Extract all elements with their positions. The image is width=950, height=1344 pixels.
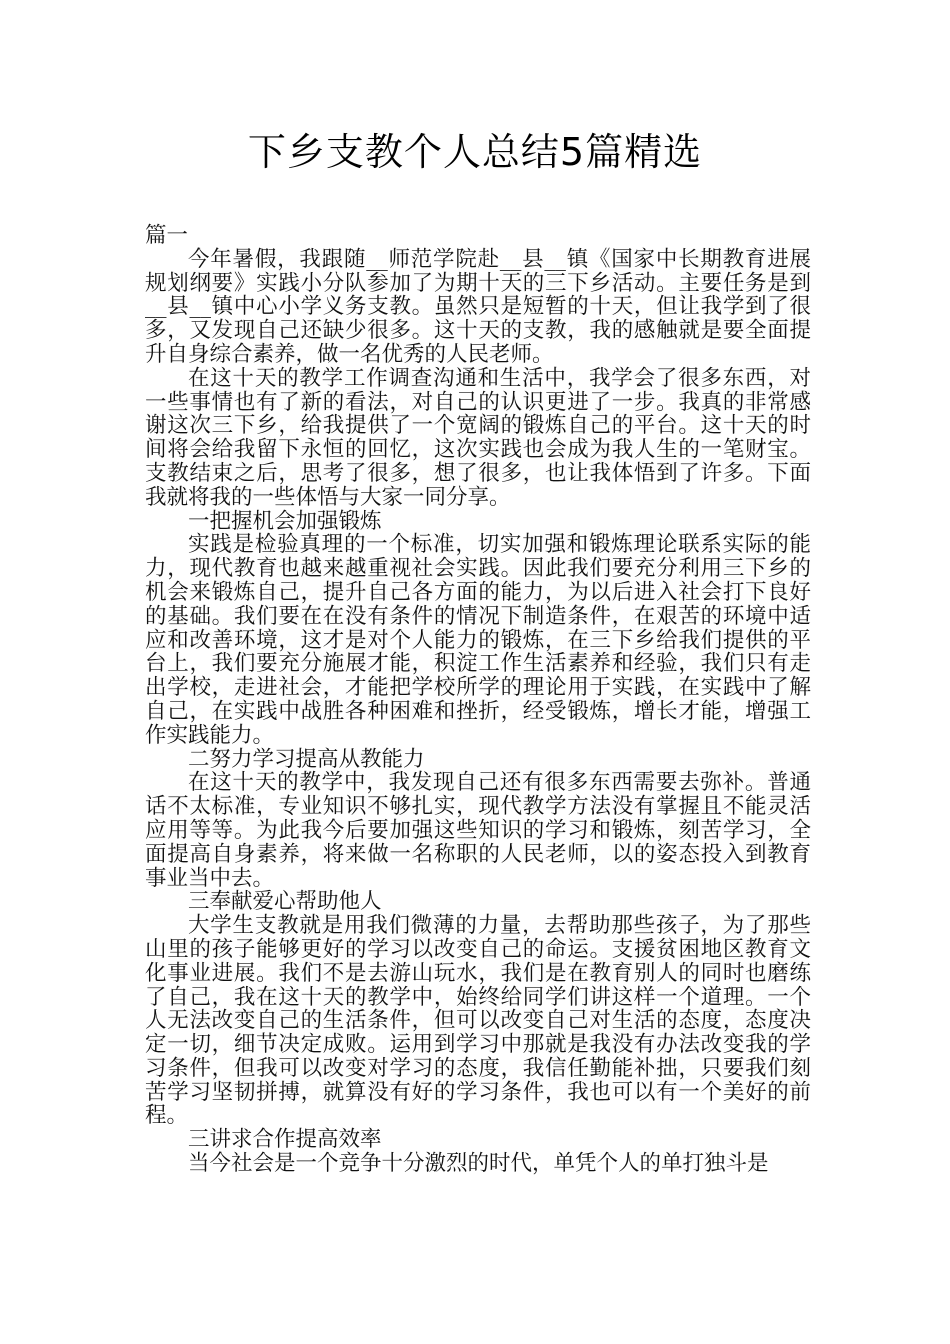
paragraph-dedication: 大学生支教就是用我们微薄的力量，去帮助那些孩子，为了那些山里的孩子能够更好的学习以改变自己的命运。支援贫困地区教育文化事业进展。我们不是去游山玩水，我们是在教育别人的同时也磨练了自己，我在这十天的教学中，始终给同学们讲这样一个道理。一个人无法改变自己的生活条件，但可以改变自己对生活的态度，态度决定一切，细节决定成败。运用到学习中那就是我没有办法改变我的学习条件，但我可以改变对学习的态度，我信任勤能补拙，只要我们刻苦学习坚韧拼搏，就算没有好的学习条件，我也可以有一个美好的前程。 — [145, 913, 811, 1129]
paragraph-practice: 实践是检验真理的一个标准，切实加强和锻炼理论联系实际的能力，现代教育也越来越重视社会实践。因此我们要充分利用三下乡的机会来锻炼自己，提升自己各方面的能力，为以后进入社会打下良好的基础。我们要在在没有条件的情况下制造条件，在艰苦的环境中适应和改善环境，这才是对个人能力的锻炼，在三下乡给我们提供的平台上，我们要充分施展才能，积淀工作生活素养和经验，我们只有走出学校，走进社会，才能把学校所学的理论用于实践，在实践中了解自己，在实践中战胜各种困难和挫折，经受锻炼，增长才能，增强工作实践能力。 — [145, 532, 811, 748]
document-body — [145, 224, 811, 1176]
paragraph-study: 在这十天的教学中，我发现自己还有很多东西需要去弥补。普通话不太标准，专业知识不够扎实，现代教学方法没有掌握且不能灵活应用等等。为此我今后要加强这些知识的学习和锻炼，刻苦学习，全面提高自身素养，将来做一名称职的人民老师，以的姿态投入到教育事业当中去。 — [145, 770, 811, 891]
subheading-seize-opportunity: 一把握机会加强锻炼 — [188, 508, 382, 534]
paragraph-intro: 今年暑假，我跟随__师范学院赴__县__镇《国家中长期教育进展规划纲要》实践小分队参加了为期十天的三下乡活动。主要任务是到__县__镇中心小学义务支教。虽然只是短暂的十天，但让我学到了很多，又发现自己还缺少很多。这十天的支教，我的感触就是要全面提升自身综合素养，做一名优秀的人民老师。 — [145, 246, 811, 367]
section-label: 篇一 — [145, 223, 189, 248]
subheading-dedicate-love: 三奉献爱心帮助他人 — [188, 889, 382, 915]
subheading-cooperation: 三讲求合作提高效率 — [188, 1127, 382, 1153]
paragraph-competition: 当今社会是一个竞争十分激烈的时代，单凭个人的单打独斗是 — [188, 1151, 769, 1177]
document-title: 下乡支教个人总结5篇精选 — [247, 130, 703, 174]
subheading-study-hard: 二努力学习提高从教能力 — [188, 746, 425, 772]
paragraph-reflection: 在这十天的教学工作调查沟通和生活中，我学会了很多东西，对一些事情也有了新的看法，对自己的认识更进了一步。我真的非常感谢这次三下乡，给我提供了一个宽阔的锻炼自己的平台。这十天的时间将会给我留下永恒的回忆，这次实践也会成为我人生的一笔财宝。支教结束之后，思考了很多，想了很多，也让我体悟到了许多。下面我就将我的一些体悟与大家一同分享。 — [145, 365, 811, 510]
